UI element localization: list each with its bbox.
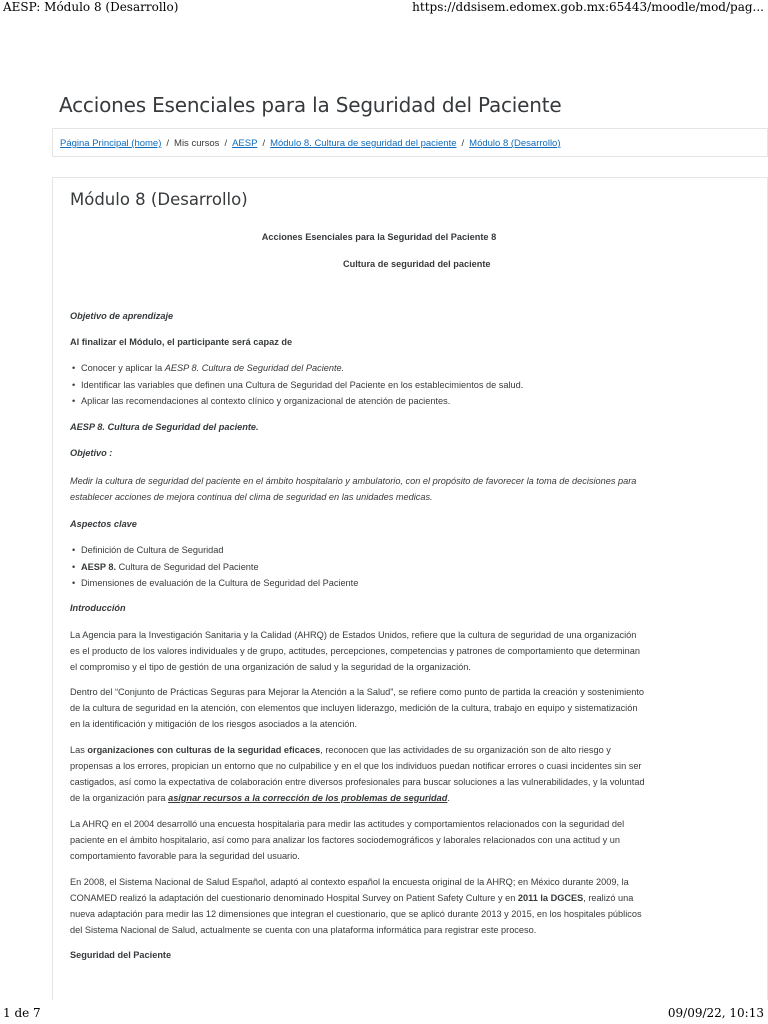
objective-item-prefix: Conocer y aplicar la: [81, 363, 165, 373]
text-span: de la organización para: [70, 793, 169, 803]
content-heading: Acciones Esenciales para la Seguridad del Paciente 8: [261, 232, 497, 242]
bold-span: 2011 la DGCES: [517, 893, 584, 903]
text-span: .: [447, 793, 450, 803]
print-footer: [0, 1004, 768, 1024]
breadcrumb-home-link[interactable]: Página Principal (home): [60, 138, 162, 149]
breadcrumb: [52, 128, 768, 157]
paragraph-line: La Agencia para la Investigación Sanitaria y la Calidad (AHRQ) de Estados Unidos, refiere que la cultura de seguridad de una organización: [70, 630, 637, 640]
objective-item-italic: AESP 8. Cultura de Seguridad del Paciente.: [164, 363, 345, 373]
aspectos-list: [70, 542, 358, 592]
objective-list: [70, 360, 523, 410]
paragraph-line: La AHRQ en el 2004 desarrolló una encuesta hospitalaria para medir las actitudes y comportamientos relacionados con la seguridad del: [70, 819, 625, 829]
bold-span: organizaciones con culturas de la seguridad eficaces: [87, 745, 321, 755]
paragraph-line: castigados, así como la expectativa de colaboración entre diversos profesionales para buscar soluciones a las vulnerabilidades, y la voluntad: [70, 777, 645, 787]
objetivo-text-line: establecer acciones de mejora continua del clima de seguridad en las unidades medicas.: [70, 492, 433, 502]
print-footer-datetime: 09/09/22, 10:13: [667, 1006, 764, 1020]
intro-label: Introducción: [70, 603, 126, 613]
list-item: • Dimensiones de evaluación de la Cultura de Seguridad del Paciente: [70, 575, 358, 592]
objetivo-text-line: Medir la cultura de seguridad del paciente en el ámbito hospitalario y ambulatorio, con el propósito de favorecer la toma de decisiones para: [70, 476, 637, 486]
print-header-url: https://ddsisem.edomex.gob.mx:65443/moodle/mod/pag...: [412, 0, 764, 14]
text-span: , reconocen que las actividades de su organización son de alto riesgo y: [320, 745, 611, 755]
breadcrumb-current-link[interactable]: Módulo 8 (Desarrollo): [469, 138, 561, 149]
list-item: [70, 360, 523, 377]
aspectos-item-bold: AESP 8.: [81, 561, 117, 572]
page-title: Acciones Esenciales para la Seguridad del Paciente: [59, 93, 562, 117]
paragraph-line: nueva adaptación para medir las 12 dimensiones que integran el cuestionario, que se aplicó durante 2013 y 2015, en los hospitales públicos: [70, 909, 642, 919]
list-item: • Aplicar las recomendaciones al contexto clínico y organizacional de atención de pacientes.: [70, 393, 523, 410]
paragraph-line: de la cultura de seguridad en la atención, con elementos que incluyen liderazgo, medición de la cultura, trabajo en equipo y sistematización: [70, 703, 638, 713]
print-header: [0, 0, 768, 18]
paragraph-line: comportamiento favorable para la seguridad del usuario.: [70, 851, 300, 861]
print-header-title: AESP: Módulo 8 (Desarrollo): [3, 0, 179, 14]
paragraph-line: el compromiso y el tipo de gestión de una organización de salud y la seguridad de la organización.: [70, 662, 471, 672]
by-end-label: Al finalizar el Módulo, el participante será capaz de: [70, 337, 293, 347]
paragraph-line: del Sistema Nacional de Salud, actualmente se cuenta con una plataforma informática para registrar este proceso.: [70, 925, 537, 935]
list-item: [70, 559, 358, 576]
main-content-region: [52, 177, 768, 1000]
paragraph-line: [70, 743, 688, 759]
module-title: Módulo 8 (Desarrollo): [70, 190, 248, 209]
seguridad-label: Seguridad del Paciente: [70, 950, 172, 960]
breadcrumb-my-courses: Mis cursos: [174, 138, 220, 149]
paragraph-line: Dentro del “Conjunto de Prácticas Seguras para Mejorar la Atención a la Salud”, se refiere como punto de partida la creación y sostenimiento: [70, 687, 645, 697]
learning-objective-label: Objetivo de aprendizaje: [70, 311, 174, 321]
objetivo-label: Objetivo :: [70, 448, 113, 458]
list-item: • Identificar las variables que definen una Cultura de Seguridad del Paciente en los establecimientos de salud.: [70, 377, 523, 394]
text-span: CONAMED realizó la adaptación del cuestionario denominado Hospital Survey on Patient Safety Culture y en: [70, 893, 518, 903]
paragraph-line: es el producto de los valores individuales y de grupo, actitudes, percepciones, competencias y patrones de comportamiento que determinan: [70, 646, 640, 656]
breadcrumb-course-link[interactable]: AESP: [232, 138, 258, 149]
breadcrumb-separator: /: [262, 138, 266, 149]
paragraph-line: [70, 791, 688, 807]
aesp-label: AESP 8. Cultura de Seguridad del paciente.: [70, 422, 259, 432]
paragraph-line: paciente en el ámbito hospitalario, así como para analizar los factores sociodemográficos y laborales relacionados con una actitud y un: [70, 835, 621, 845]
breadcrumb-separator: /: [166, 138, 170, 149]
aspectos-item-rest: Cultura de Seguridad del Paciente: [116, 561, 259, 572]
emphasis-span: asignar recursos a la corrección de los problemas de seguridad: [168, 793, 448, 803]
aspectos-label: Aspectos clave: [70, 519, 137, 529]
list-item: • Definición de Cultura de Seguridad: [70, 542, 358, 559]
breadcrumb-separator: /: [224, 138, 228, 149]
paragraph-line: en la identificación y mitigación de los riesgos asociados a la atención.: [70, 719, 358, 729]
content-subheading: Cultura de seguridad del paciente: [343, 259, 491, 269]
text-span: Las: [70, 745, 88, 755]
paragraph-line: En 2008, el Sistema Nacional de Salud Español, adaptó al contexto español la encuesta original de la AHRQ; en México durante 2009, la: [70, 877, 629, 887]
text-span: , realizó una: [583, 893, 634, 903]
paragraph-line: [70, 891, 688, 907]
print-footer-page: 1 de 7: [3, 1006, 41, 1020]
paragraph-line: propensas a los errores, propician un entorno que no culpabilice y en el que los individuos puedan notificar errores o cuasi incidentes sin ser: [70, 761, 642, 771]
breadcrumb-section-link[interactable]: Módulo 8. Cultura de seguridad del paciente: [270, 138, 457, 149]
breadcrumb-separator: /: [461, 138, 465, 149]
